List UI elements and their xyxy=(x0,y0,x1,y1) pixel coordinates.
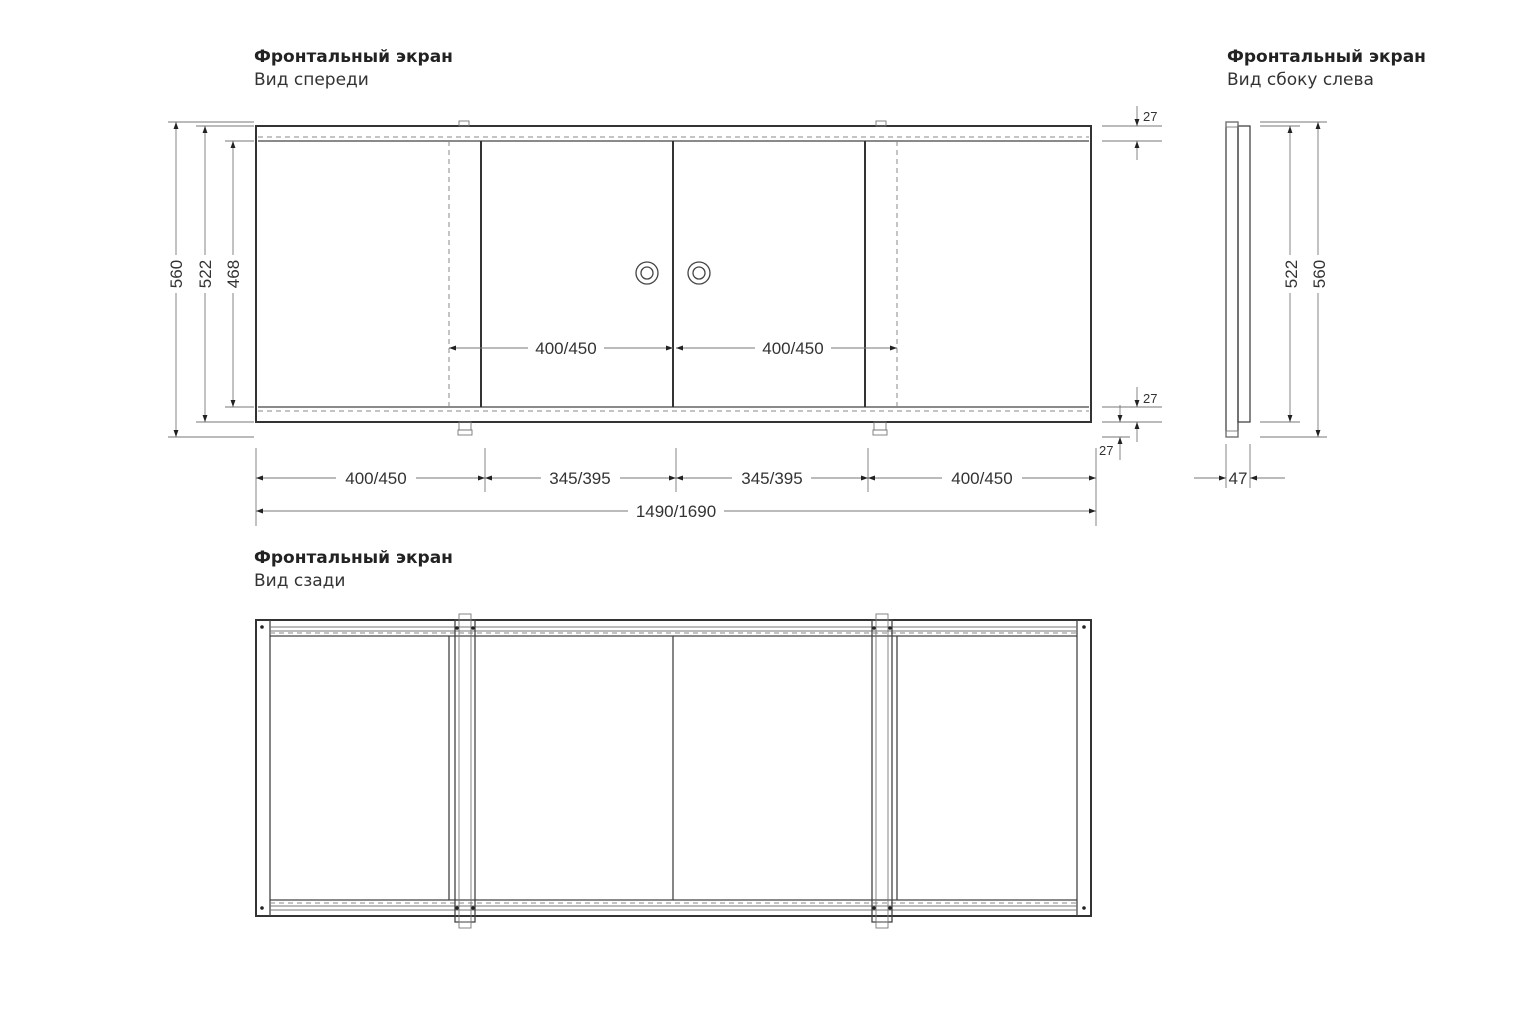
dim-total-length: 1490/1690 xyxy=(635,502,717,521)
dim-height-frame: 522 xyxy=(196,259,215,289)
back-view-subtitle: Вид сзади xyxy=(254,571,346,591)
dim-side-depth: 47 xyxy=(1228,469,1248,488)
front-horizontal-dimensions xyxy=(256,448,1096,526)
front-vertical-dimensions xyxy=(166,122,254,437)
back-view-title: Фронтальный экран xyxy=(254,548,453,568)
rail-dimensions xyxy=(1099,106,1162,460)
dim-side-height-frame: 522 xyxy=(1282,259,1301,289)
side-view-drawing xyxy=(1194,122,1329,488)
side-view-subtitle: Вид сбоку слева xyxy=(1227,70,1374,90)
dim-rail-top: 27 xyxy=(1143,109,1158,124)
dim-door-right: 400/450 xyxy=(762,339,824,358)
front-view-title: Фронтальный экран xyxy=(254,47,453,67)
front-view-drawing xyxy=(256,121,1091,435)
dim-height-inner: 468 xyxy=(224,259,243,289)
dim-side-height-total: 560 xyxy=(1310,259,1329,289)
dim-door-left: 400/450 xyxy=(535,339,597,358)
dim-seg2: 345/395 xyxy=(549,469,611,488)
dim-rail-bottom: 27 xyxy=(1143,391,1158,406)
dim-seg3: 345/395 xyxy=(741,469,803,488)
dim-seg4: 400/450 xyxy=(951,469,1013,488)
side-view-title: Фронтальный экран xyxy=(1227,47,1426,67)
dim-foot: 27 xyxy=(1099,443,1114,458)
front-view-subtitle: Вид спереди xyxy=(254,70,369,90)
dim-height-total: 560 xyxy=(167,259,186,289)
back-view-drawing xyxy=(256,614,1091,928)
dim-seg1: 400/450 xyxy=(345,469,407,488)
door-knob-icon xyxy=(636,262,658,284)
door-knob-icon xyxy=(688,262,710,284)
